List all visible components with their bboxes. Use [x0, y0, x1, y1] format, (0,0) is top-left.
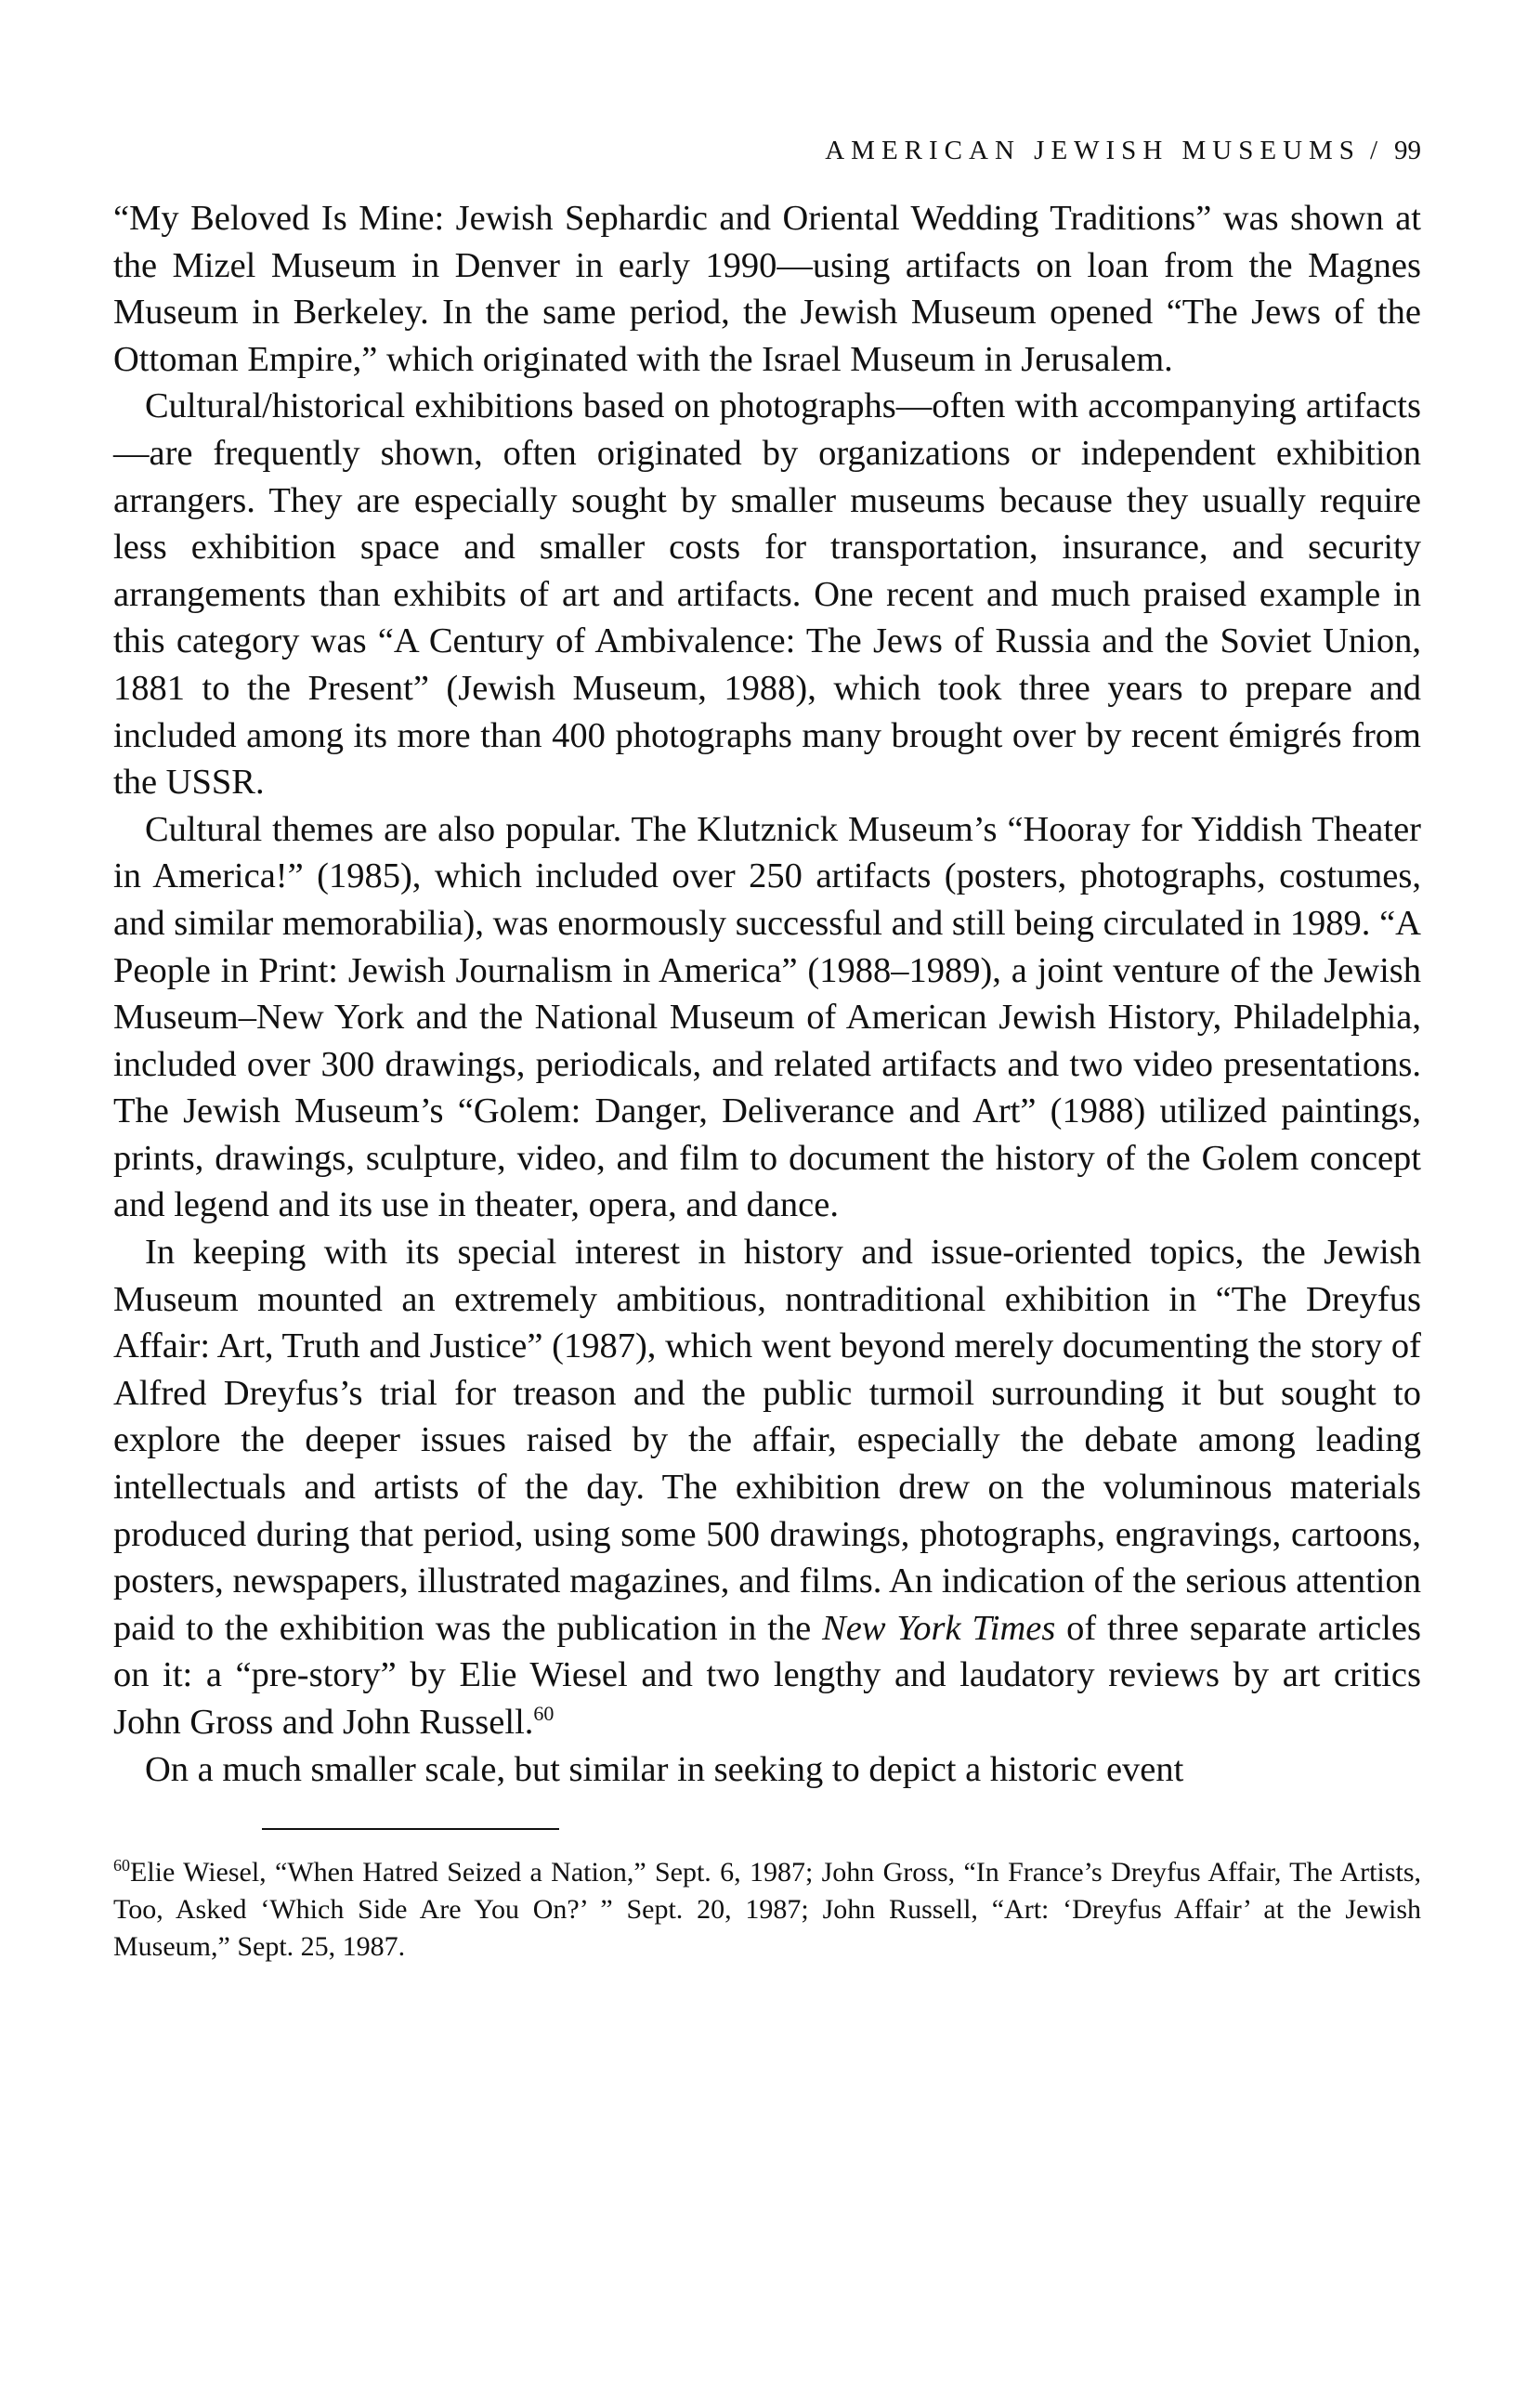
- footnote-number: 60: [113, 1856, 130, 1875]
- paragraph-4-text-after: of three separate articles on it: a “pre-story” by Elie Wiesel and two lengthy and laudatory reviews by art critics John Gross and John Russell.: [113, 1608, 1421, 1742]
- page: [113, 130, 1421, 1966]
- paragraph-3: Cultural themes are also popular. The Klutznick Museum’s “Hooray for Yiddish Theater in America!” (1985), which included over 250 artifacts (posters, photographs, costumes, and similar memorabilia), was enormously successful and still being circulated in 1989. “A People in Print: Jewish Journalism in America” (1988–1989), a joint venture of the Jewish Museum–New York and the National Museum of American Jewish History, Philadelphia, included over 300 drawings, periodicals, and related artifacts and two video presentations. The Jewish Museum’s “Golem: Danger, Deliverance and Art” (1988) utilized paintings, prints, drawings, sculpture, video, and film to document the history of the Golem concept and legend and its use in theater, opera, and dance.: [113, 809, 1421, 1225]
- paragraph-4-text-before: In keeping with its special interest in history and issue-oriented topics, the Jewish Museum mounted an extremely ambitious, nontraditional exhibition in “The Dreyfus Affair: Art, Truth and Justice” (1987), which went beyond merely documenting the story of Alfred Dreyfus’s trial for treason and the public turmoil surrounding it but sought to explore the deeper issues raised by the affair, especially the debate among leading intellectuals and artists of the day. The exhibition drew on the voluminous materials produced during that period, using some 500 drawings, photographs, engravings, cartoons, posters, newspapers, illustrated magazines, and films. An indication of the serious attention paid to the exhibition was the publication in the: [113, 1233, 1421, 1648]
- footnote: [113, 1854, 1421, 1966]
- paragraph-5: On a much smaller scale, but similar in seeking to depict a historic event: [145, 1749, 1184, 1789]
- running-head-separator: /: [1369, 136, 1377, 165]
- paragraph-4: [113, 1229, 1421, 1746]
- footnote-reference: 60: [533, 1702, 555, 1726]
- paragraph-1: “My Beloved Is Mine: Jewish Sephardic and Oriental Wedding Traditions” was shown at the Mizel Museum in Denver in early 1990—using artifacts on loan from the Magnes Museum in Berkeley. In the same period, the Jewish Museum opened “The Jews of the Ottoman Empire,” which originated with the Israel Museum in Jerusalem.: [113, 199, 1421, 379]
- footnote-text: Elie Wiesel, “When Hatred Seized a Nation,” Sept. 6, 1987; John Gross, “In France’s Dreyfus Affair, The Artists, Too, Asked ‘Which Side Are You On?’ ” Sept. 20, 1987; John Russell, “Art: ‘Dreyfus Affair’ at the Jewish Museum,” Sept. 25, 1987.: [113, 1857, 1421, 1963]
- footnote-divider: [262, 1828, 559, 1830]
- running-title: AMERICAN JEWISH MUSEUMS: [825, 136, 1361, 165]
- running-head: [113, 130, 1421, 171]
- body-text: [113, 195, 1421, 1793]
- newspaper-title: New York Times: [822, 1608, 1056, 1648]
- paragraph-2: Cultural/historical exhibitions based on photographs—often with accompanying artifacts—are frequently shown, often originated by organizations or independent exhibition arrangers. They are especially sought by smaller museums because they usually require less exhibition space and smaller costs for transportation, insurance, and security arrangements than exhibits of art and artifacts. One recent and much praised example in this category was “A Century of Ambivalence: The Jews of Russia and the Soviet Union, 1881 to the Present” (Jewish Museum, 1988), which took three years to prepare and included among its more than 400 photographs many brought over by recent émigrés from the USSR.: [113, 386, 1421, 803]
- page-number: 99: [1394, 136, 1421, 165]
